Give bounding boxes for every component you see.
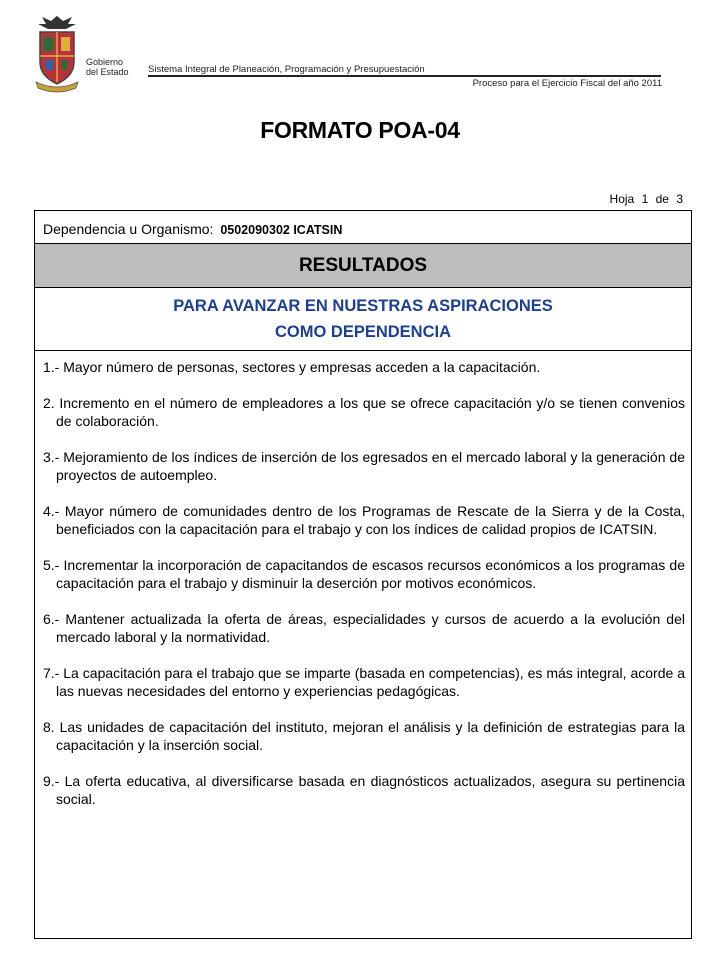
page-total: 3 (676, 192, 683, 206)
results-form (34, 210, 692, 939)
dependency-value: 0502090302 ICATSIN (220, 223, 343, 237)
result-item: 1.- Mayor número de personas, sectores y empresas acceden a la capacitación. (43, 359, 541, 375)
page-indicator (606, 192, 683, 206)
dependency-row (35, 211, 691, 244)
page-current: 1 (641, 192, 649, 206)
page-label: Hoja (609, 192, 635, 206)
result-item: 7.- La capacitación para el trabajo que se imparte (basada en competencias), es más integral, acorde a las nuevas necesidades del entorno y experiencias pedagógicas. (43, 665, 685, 699)
state-coat-of-arms-icon (34, 12, 80, 94)
section-title: RESULTADOS (35, 244, 691, 288)
result-item: 2. Incremento en el número de empleadores a los que se ofrece capacitación y/o se tienen convenios de colaboración. (43, 395, 685, 429)
result-item: 9.- La oferta educativa, al diversificarse basada en diagnósticos actualizados, asegura su pertinencia social. (43, 773, 685, 807)
fiscal-process-label: Proceso para el Ejercicio Fiscal del año 2011 (472, 78, 662, 89)
government-label (86, 57, 129, 77)
format-title: FORMATO POA-04 (260, 117, 460, 143)
system-title: Sistema Integral de Planeación, Programación y Presupuestación (148, 64, 425, 75)
government-line-2: del Estado (86, 67, 129, 77)
result-item: 5.- Incrementar la incorporación de capacitandos de escasos recursos económicos a los programas de capacitación para el trabajo y disminuir la deserción por motivos económicos. (43, 557, 685, 591)
header-divider (148, 75, 661, 77)
dependency-label: Dependencia u Organismo: (43, 221, 214, 237)
result-item: 3.- Mejoramiento de los índices de inserción de los egresados en el mercado laboral y la generación de proyectos de autoempleo. (43, 449, 685, 483)
result-item: 4.- Mayor número de comunidades dentro de los Programas de Rescate de la Sierra y de la Costa, beneficiados con la capacitación para el trabajo y con los índices de calidad propios de ICATSIN. (43, 503, 685, 537)
page-of-label: de (655, 192, 669, 206)
subtitle-line-1: PARA AVANZAR EN NUESTRAS ASPIRACIONES (173, 297, 553, 315)
aspirations-subtitle (35, 288, 691, 351)
result-item: 8. Las unidades de capacitación del instituto, mejoran el análisis y la definición de estrategias para la capacitación y la inserción social. (43, 719, 685, 753)
government-line-1: Gobierno (86, 57, 124, 67)
subtitle-line-2: COMO DEPENDENCIA (274, 323, 451, 341)
results-list (35, 351, 691, 808)
result-item: 6.- Mantener actualizada la oferta de áreas, especialidades y cursos de acuerdo a la evolución del mercado laboral y la normatividad. (43, 611, 685, 645)
